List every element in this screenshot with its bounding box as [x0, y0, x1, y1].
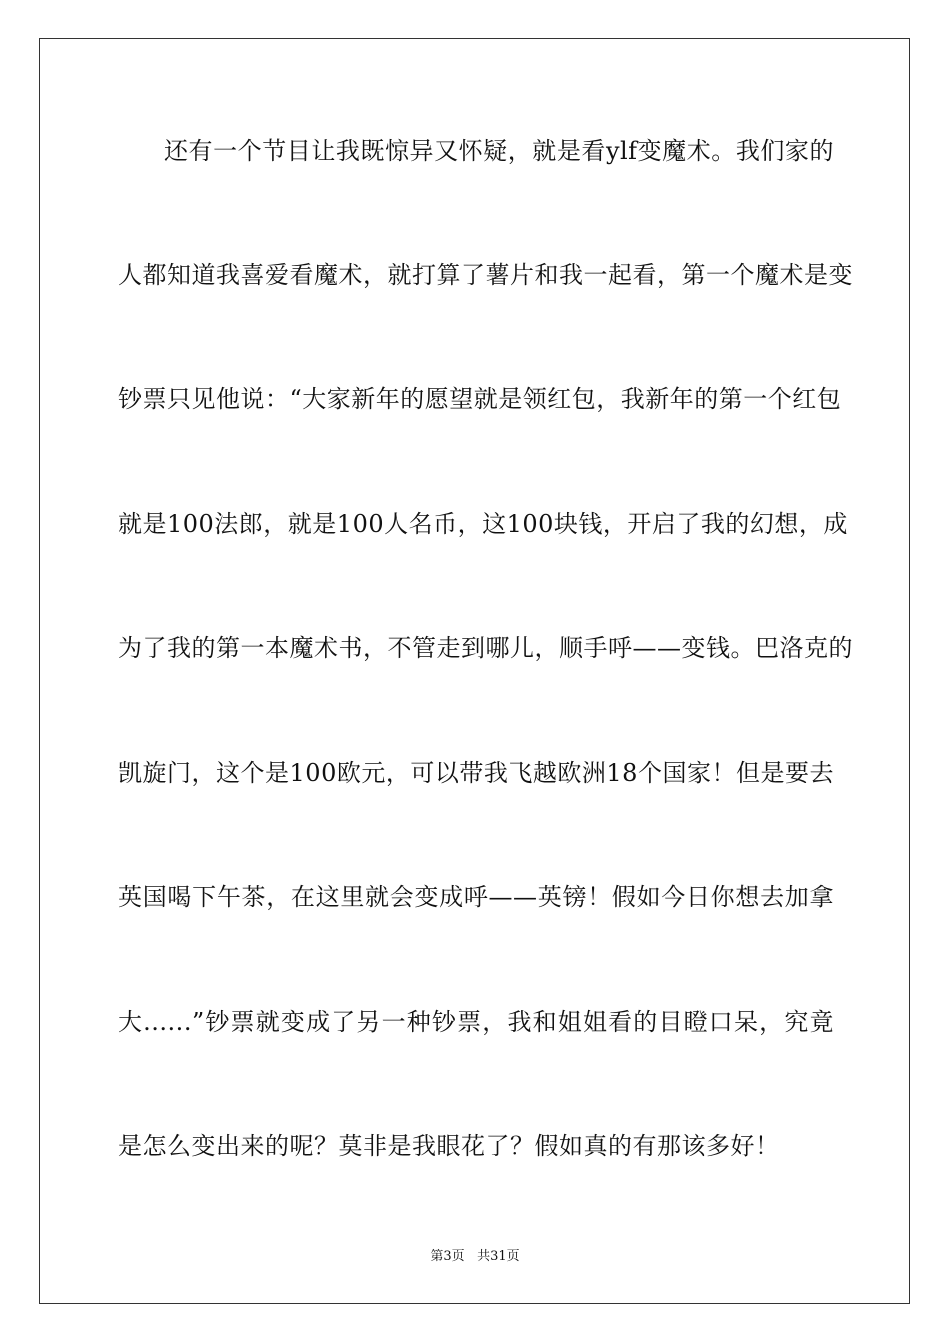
paragraph-line: 还有一个节目让我既惊异又怀疑，就是看ylf变魔术。我们家的: [164, 137, 834, 165]
paragraph-line: 大......”钞票就变成了另一种钞票，我和姐姐看的目瞪口呆，究竟: [118, 1008, 834, 1036]
paragraph-line: 英国喝下午茶，在这里就会变成呼——英镑！假如今日你想去加拿: [118, 883, 834, 911]
page-number: 第3页: [430, 1249, 465, 1264]
paragraph-line: 人都知道我喜爱看魔术，就打算了薯片和我一起看，第一个魔术是变: [118, 261, 853, 289]
paragraph-line: 就是100法郎，就是100人名币，这100块钱，开启了我的幻想，成: [118, 510, 848, 538]
paragraph-line: 钞票只见他说：“大家新年的愿望就是领红包，我新年的第一个红包: [118, 385, 842, 413]
page-border: [39, 38, 910, 1304]
page-footer: [0, 1248, 950, 1266]
page-total: 共31页: [477, 1249, 520, 1264]
paragraph-line: 凯旋门，这个是100欧元，可以带我飞越欧洲18个国家！但是要去: [118, 759, 834, 787]
paragraph-line: 是怎么变出来的呢？莫非是我眼花了？假如真的有那该多好！: [118, 1132, 780, 1160]
paragraph-line: 为了我的第一本魔术书，不管走到哪儿，顺手呼——变钱。巴洛克的: [118, 634, 853, 662]
